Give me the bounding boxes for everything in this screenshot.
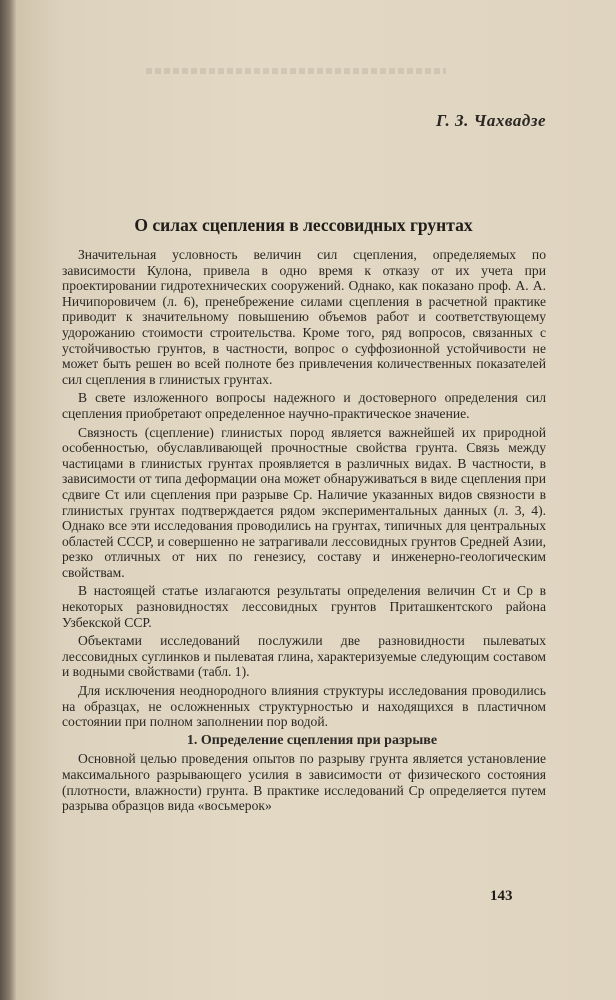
section-heading: 1. Определение сцепления при разрыве	[186, 732, 438, 748]
paragraph-4: В настоящей статье излагаются результаты определения величин Cτ и Cp в некоторых разновидностях лессовидных грунтов Приташкентского района Узбекской ССР.	[62, 583, 546, 630]
book-spine-shadow	[0, 0, 16, 1000]
paragraph-2: В свете изложенного вопросы надежного и достоверного определения сил сцепления приобретают определенное научно-практическое значение.	[62, 390, 546, 421]
article-body	[62, 247, 546, 817]
page-number: 143	[490, 888, 513, 904]
article-title: О силах сцепления в лессовидных грунтах	[134, 215, 473, 235]
paragraph-6: Для исключения неоднородного влияния структуры исследования проводились на образцах, не осложненных структурностью и находящихся в пластичном состоянии при полном заполнении пор водой.	[62, 683, 546, 730]
paragraph-5: Объектами исследований послужили две разновидности пылеватых лессовидных суглинков и пылеватая глина, характеризуемые следующим составом и водными свойствами (табл. 1).	[62, 633, 546, 680]
show-through-ghost-text	[146, 68, 446, 74]
paragraph-1: Значительная условность величин сил сцепления, определяемых по зависимости Кулона, привела в одно время к отказу от их учета при проектировании гидротехнических сооружений. Однако, как показано проф. А. А. Ничипоровичем (л. 6), пренебрежение силами сцепления в расчетной практике приводит к значительному повышению объемов работ и соответствующему удорожанию стоимости строительства. Кроме того, ряд вопросов, связанных с устойчивостью грунтов, в частности, вопрос о суффозионной устойчивости не может быть решен во всей полноте без привлечения количественных показателей сил сцепления в глинистых грунтах.	[62, 247, 546, 387]
section-paragraph: Основной целью проведения опытов по разрыву грунта является установление максимального разрывающего усилия в зависимости от физического состояния (плотности, влажности) грунта. В практике исследований Cp определяется путем разрыва образцов вида «восьмерок»	[62, 751, 546, 814]
book-page	[16, 0, 616, 1000]
paragraph-3: Связность (сцепление) глинистых пород является важнейшей их природной особенностью, обуславливающей прочностные свойства грунта. Связь между частицами в глинистых грунтах проявляется в различных видах. В частности, в зависимости от типа деформации она может обнаруживаться в виде сцепления при сдвиге Cτ или сцепления при разрыве Cp. Наличие указанных видов связности в глинистых грунтах подтверждается рядом экспериментальных данных (л. 3, 4). Однако все эти исследования проводились на грунтах, типичных для центральных областей СССР, и совершенно не затрагивали лессовидных грунтов Средней Азии, резко отличных от них по генезису, составу и инженерно-геологическим свойствам.	[62, 424, 546, 580]
author-name: Г. З. Чахвадзе	[436, 111, 546, 130]
